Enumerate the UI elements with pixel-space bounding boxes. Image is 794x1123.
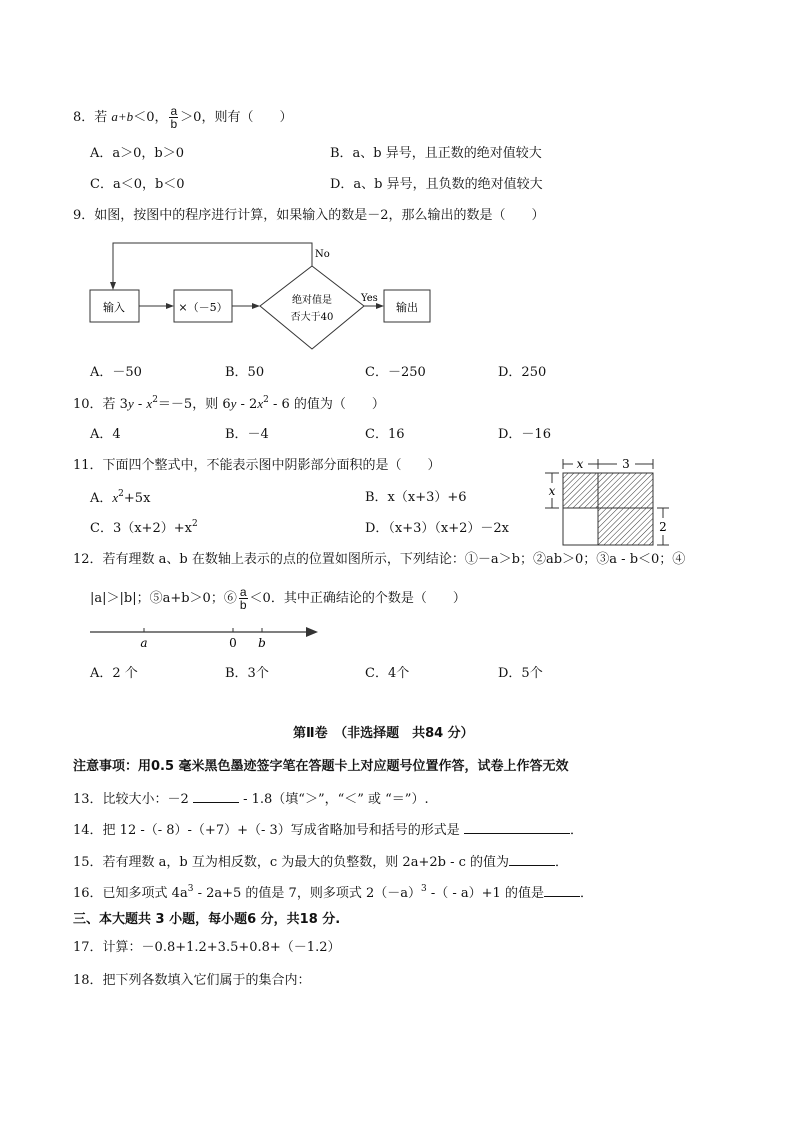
q10-option-d[interactable]: D．－16 [498,427,551,442]
q10-stem: 10．若 $3y - x^2=-5$，则 $6y - 2x^2 - 6$ 的值为（ ） [73,395,385,412]
q9-option-a[interactable]: A．－50 [90,365,142,380]
q12-stem-line2: |a|＞|b|；⑤a+b＞0；⑥ $\frac{a}{b}$ ＜0．其中正确结论的个数是（ ） [90,585,466,612]
flow-decision-diamond [260,266,364,349]
q9-stem: 9．如图，按图中的程序进行计算，如果输入的数是－2，那么输出的数是（ ） [73,208,545,223]
q11-option-d[interactable]: D．（x+3）（x+2）－2x [365,521,510,536]
q8-option-b[interactable]: B．a、b 异号，且正数的绝对值较大 [330,146,542,161]
flow-decision-line2: 否大于40 [290,312,334,323]
q15-answer-blank[interactable] [509,853,555,866]
flow-no-label: No [315,249,330,260]
q8-fraction: $\frac{a}{b}$ [170,104,178,131]
q12-option-b[interactable]: B．3个 [225,666,269,681]
figure-label-x-top: x [576,457,584,471]
q16-stem: 16．已知多项式 $4a^3 - 2a+5$ 的值是 7，则多项式 $2(-a)^3$ -（ - a）+1 的值是 ． [73,884,593,901]
q12-option-a[interactable]: A．2 个 [90,666,138,681]
q8-option-d[interactable]: D．a、b 异号，且负数的绝对值较大 [330,177,543,192]
flow-decision-line1: 绝对值是 [292,295,332,306]
q11-stem: 11．下面四个整式中，不能表示图中阴影部分面积的是（ ） [73,458,441,473]
figure-label-x-side: x [548,484,556,498]
q14-answer-blank[interactable] [464,821,570,834]
q12-fraction: $\frac{a}{b}$ [239,585,247,612]
q9-option-b[interactable]: B．50 [225,365,265,380]
q9-option-d[interactable]: D．250 [498,365,547,380]
section3-heading: 三、本大题共 3 小题，每小题6 分，共18 分. [73,912,341,927]
q11-option-a[interactable]: A．$x^2+5x$ [90,489,151,506]
q8-option-a[interactable]: A．a＞0，b＞0 [90,146,185,161]
part2-notice: 注意事项：用0.5 毫米黑色墨迹签字笔在答题卡上对应题号位置作答，试卷上作答无效 [73,759,569,774]
q17-stem: 17．计算：－0.8+1.2+3.5+0.8+（－1.2） [73,940,341,955]
q13-stem: 13．比较大小：－2 - 1.8（填“＞”，“＜” 或 “＝”）. [73,792,429,807]
q11-area-figure [535,455,675,555]
q10-option-b[interactable]: B．－4 [225,427,269,442]
q14-stem: 14．把 12 -（- 8）-（+7）+（- 3）写成省略加号和括号的形式是 ． [73,823,583,838]
axis-label-b: b [258,636,266,650]
q11-option-b[interactable]: B．x（x+3）+6 [365,490,467,505]
q10-option-a[interactable]: A．4 [90,427,121,442]
q10-option-c[interactable]: C．16 [365,427,405,442]
axis-label-a: a [140,636,148,650]
q18-stem: 18．把下列各数填入它们属于的集合内： [73,973,311,988]
flow-yes-label: Yes [361,293,378,304]
q12-stem-line1: 12．若有理数 a、b 在数轴上表示的点的位置如图所示，下列结论：①－a＞b；②ab＞0；③a - b＜0；④ [73,552,686,567]
figure-label-3: 3 [622,457,630,471]
figure-label-2: 2 [659,520,667,534]
axis-label-zero: 0 [229,636,237,650]
q12-option-d[interactable]: D．5个 [498,666,543,681]
q8-option-c[interactable]: C．a＜0，b＜0 [90,177,185,192]
q8-stem: 8．若 a+b＜0， $\frac{a}{b}$ ＞0，则有（ ） [73,104,293,131]
q13-answer-blank[interactable] [193,790,239,803]
flow-multiply-label: ×（－5） [178,301,228,314]
flow-output-label: 输出 [396,301,418,314]
q12-option-c[interactable]: C．4个 [365,666,410,681]
q9-flowchart [85,238,445,358]
q9-option-c[interactable]: C．－250 [365,365,426,380]
q12-number-line [88,622,328,652]
part2-title: 第Ⅱ卷 （非选择题 共84 分） [293,726,474,741]
q16-answer-blank[interactable] [544,884,580,897]
q11-option-c[interactable]: C．$3(x+2)+x^2$ [90,519,198,536]
flow-input-label: 输入 [103,301,125,314]
q15-stem: 15．若有理数 a，b 互为相反数，c 为最大的负整数，则 2a+2b - c 的值为 ． [73,855,569,870]
